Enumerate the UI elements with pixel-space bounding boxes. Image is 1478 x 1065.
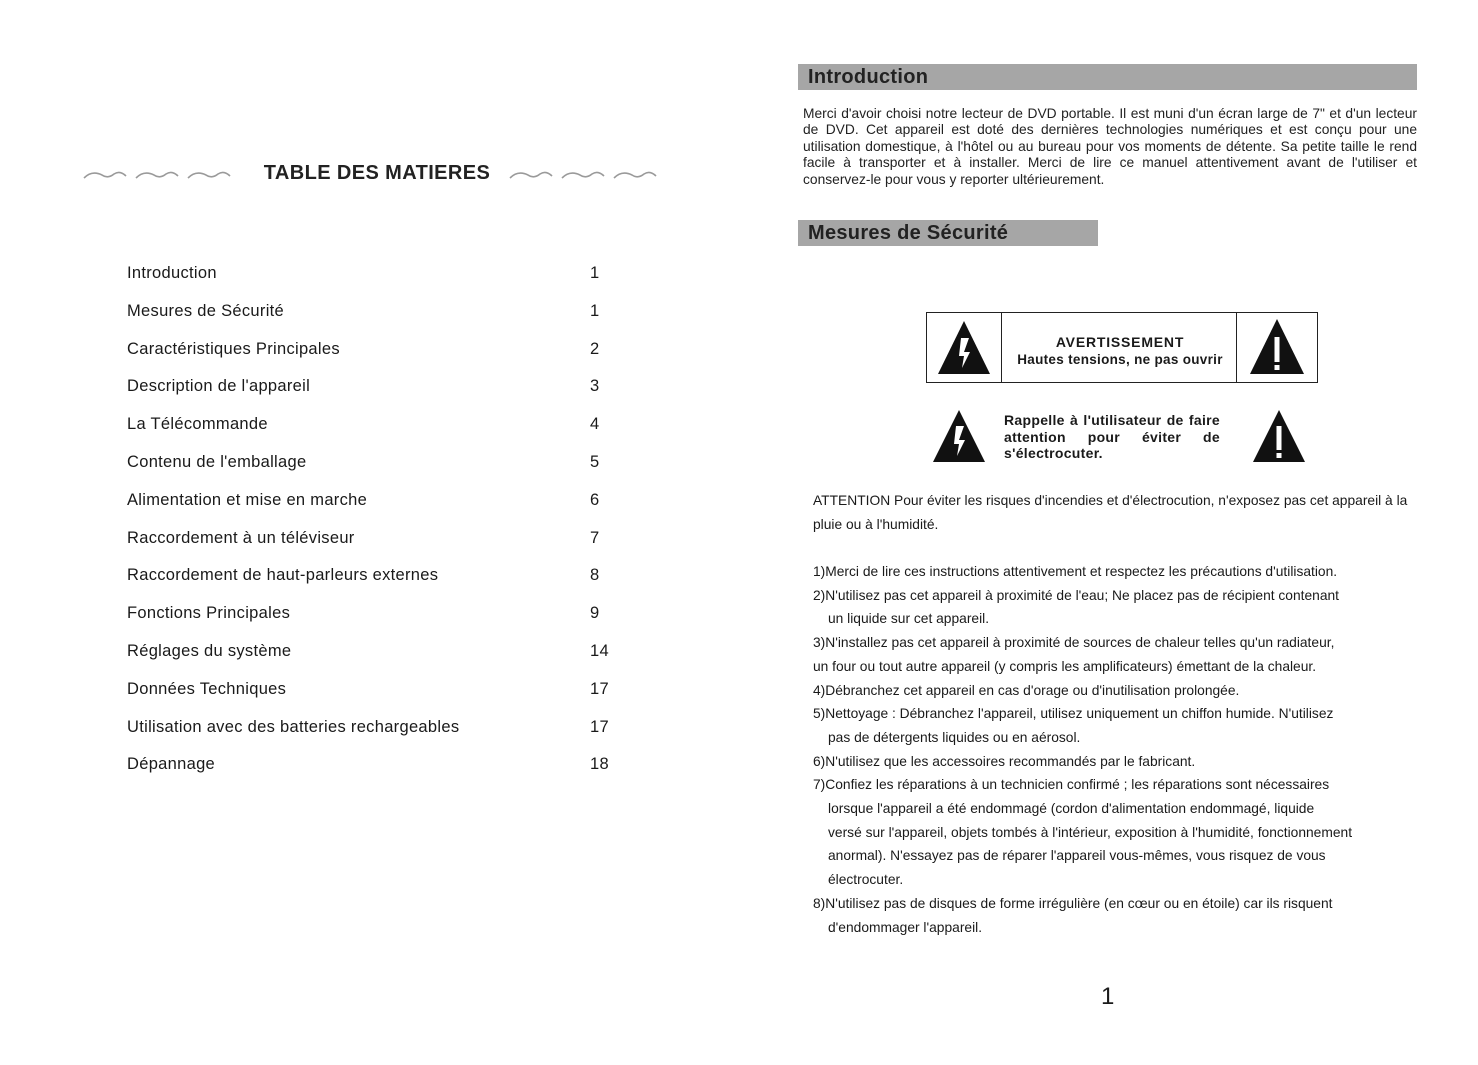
- wave-ornament-icon: [506, 166, 666, 186]
- toc-item-page: 17: [590, 717, 609, 736]
- warning-lightning-cell: [927, 313, 1001, 382]
- list-item: 3)N'installez pas cet appareil à proximité de sources de chaleur telles qu'un radiateur,: [813, 635, 1335, 651]
- exclamation-warning-icon: [1237, 313, 1317, 382]
- lightning-warning-icon: [927, 313, 1001, 382]
- list-item: versé sur l'appareil, objets tombés à l'intérieur, exposition à l'humidité, fonctionnement: [828, 824, 1353, 840]
- warning-label-box: [926, 312, 1318, 383]
- list-item: 2)N'utilisez pas cet appareil à proximité de l'eau; Ne placez pas de récipient contenant: [813, 587, 1340, 603]
- toc-item[interactable]: [127, 487, 627, 525]
- toc-item[interactable]: [127, 525, 627, 563]
- toc-item-page: 8: [590, 566, 600, 585]
- toc-item-label: Données Techniques: [127, 679, 287, 698]
- introduction-text: Merci d'avoir choisi notre lecteur de DVD portable. Il est muni d'un écran large de 7" et d'un lecteur de DVD. Cet appareil est doté des dernières technologies numériques et est conçu pour une utilisation domestique, à l'hôtel ou au bureau pour vos moments de détente. Sa petite taille le rend facile à transporter et à installer. Merci de lire ce manuel attentivement avant de l'utiliser et conservez-le pour vous y reporter ultérieurement.: [803, 106, 1417, 187]
- page-number: 1: [1101, 983, 1115, 1010]
- toc-item-label: Fonctions Principales: [127, 604, 291, 623]
- toc-item[interactable]: [127, 449, 627, 487]
- list-item: 7)Confiez les réparations à un technicien confirmé ; les réparations sont nécessaires: [813, 777, 1330, 793]
- list-item: pas de détergents liquides ou en aérosol.: [828, 729, 1081, 745]
- toc-item-page: 5: [590, 452, 600, 471]
- warning-exclamation-cell: [1237, 313, 1317, 382]
- introduction-heading: Introduction: [798, 64, 1417, 90]
- exclamation-warning-icon: [1251, 409, 1307, 463]
- list-item: anormal). N'essayez pas de réparer l'appareil vous-mêmes, vous risquez de vous: [828, 848, 1326, 864]
- toc-item[interactable]: [127, 411, 627, 449]
- toc-item[interactable]: [127, 751, 627, 789]
- toc-item[interactable]: [127, 676, 627, 714]
- safety-heading: Mesures de Sécurité: [798, 220, 1098, 246]
- toc-item-page: 17: [590, 679, 609, 698]
- list-item: 4)Débranchez cet appareil en cas d'orage ou d'inutilisation prolongée.: [813, 682, 1240, 698]
- warning-subtitle: Hautes tensions, ne pas ouvrir: [1017, 352, 1223, 367]
- toc-item[interactable]: [127, 638, 627, 676]
- toc-item-label: Contenu de l'emballage: [127, 452, 307, 471]
- toc-item-page: 18: [590, 755, 609, 774]
- toc-item-label: Réglages du système: [127, 641, 292, 660]
- toc-item-label: Description de l'appareil: [127, 377, 311, 396]
- toc-title: TABLE DES MATIERES: [263, 162, 491, 184]
- shock-reminder-text: Rappelle à l'utilisateur de faire attention pour éviter de s'électrocuter.: [1004, 412, 1220, 461]
- list-item: un liquide sur cet appareil.: [828, 611, 990, 627]
- toc-item-label: Raccordement de haut-parleurs externes: [127, 566, 439, 585]
- list-item: électrocuter.: [828, 872, 904, 888]
- attention-notice: ATTENTION Pour éviter les risques d'incendies et d'électrocution, n'exposez pas cet appareil à la pluie ou à l'humidité.: [813, 493, 1408, 532]
- list-item: 1)Merci de lire ces instructions attentivement et respectez les précautions d'utilisation.: [813, 564, 1338, 579]
- warning-title: AVERTISSEMENT: [1055, 334, 1185, 350]
- toc-item[interactable]: [127, 336, 627, 374]
- toc-item-page: 6: [590, 490, 600, 509]
- toc-item-label: Dépannage: [127, 755, 216, 774]
- toc-item-page: 1: [590, 301, 600, 320]
- toc-item-page: 4: [590, 415, 600, 434]
- list-item: 6)N'utilisez que les accessoires recommandés par le fabricant.: [813, 753, 1196, 769]
- toc-item-label: Introduction: [127, 264, 217, 282]
- toc-list: [127, 260, 627, 789]
- toc-header: [80, 158, 660, 192]
- toc-item-page: 7: [590, 528, 600, 547]
- toc-item-label: Utilisation avec des batteries rechargeables: [127, 717, 460, 736]
- lightning-warning-icon: [931, 409, 987, 463]
- toc-item-label: Alimentation et mise en marche: [127, 490, 368, 509]
- list-item: 8)N'utilisez pas de disques de forme irrégulière (en cœur ou en étoile) car ils risquent: [813, 895, 1333, 911]
- list-item: lorsque l'appareil a été endommagé (cordon d'alimentation endommagé, liquide: [828, 801, 1315, 817]
- toc-item-label: Raccordement à un téléviseur: [127, 528, 355, 547]
- toc-item-page: 1: [590, 264, 600, 282]
- toc-item-label: Mesures de Sécurité: [127, 301, 285, 320]
- wave-ornament-icon: [80, 166, 240, 186]
- list-item: d'endommager l'appareil.: [828, 919, 983, 935]
- toc-item[interactable]: [127, 714, 627, 752]
- toc-item[interactable]: [127, 562, 627, 600]
- toc-item-label: La Télécommande: [127, 415, 268, 434]
- toc-item-page: 9: [590, 604, 600, 623]
- list-item: 5)Nettoyage : Débranchez l'appareil, utilisez uniquement un chiffon humide. N'utilisez: [813, 706, 1334, 722]
- toc-item[interactable]: [127, 298, 627, 336]
- toc-item-page: 14: [590, 641, 609, 660]
- toc-item-label: Caractéristiques Principales: [127, 339, 340, 358]
- list-item: un four ou tout autre appareil (y compris les amplificateurs) émettant de la chaleur.: [813, 658, 1317, 674]
- toc-item[interactable]: [127, 373, 627, 411]
- toc-item-page: 2: [590, 339, 600, 358]
- toc-item[interactable]: [127, 600, 627, 638]
- toc-item[interactable]: [127, 260, 627, 298]
- precautions-list: [813, 560, 1423, 939]
- toc-item-page: 3: [590, 377, 600, 396]
